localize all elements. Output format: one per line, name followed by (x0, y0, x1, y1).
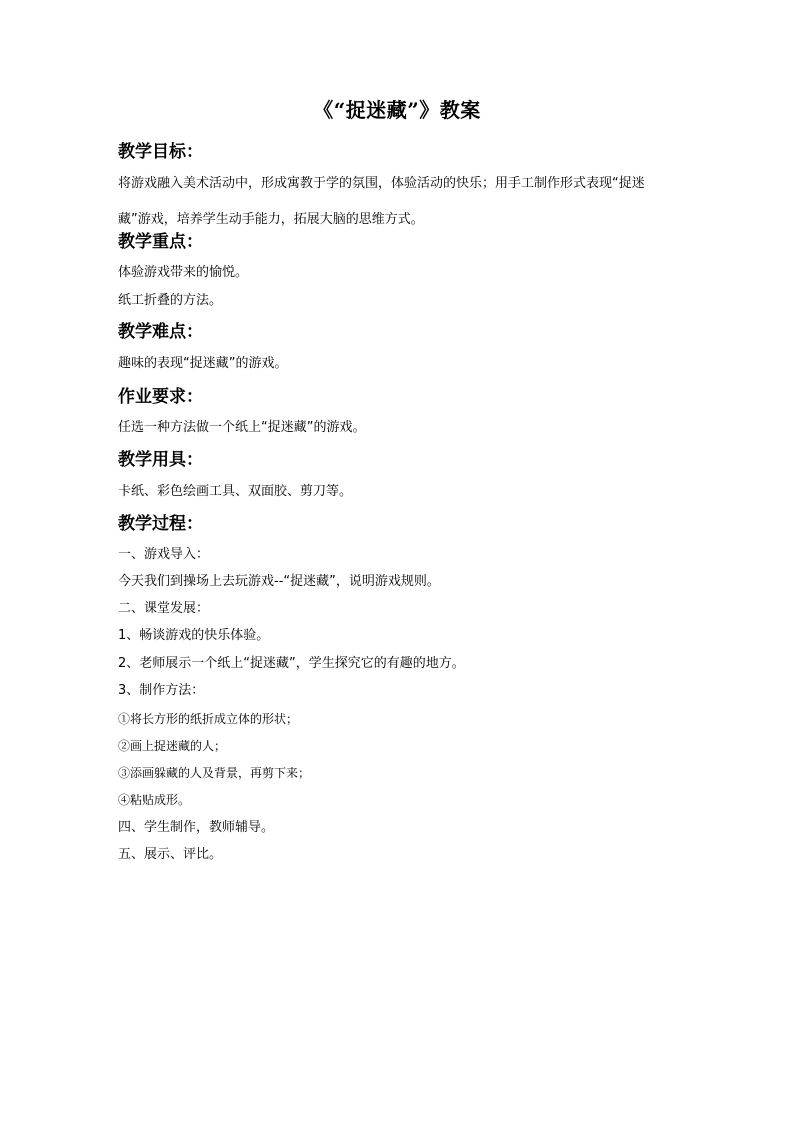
process-step-line: ③添画躲藏的人及背景，再剪下来； (118, 766, 311, 780)
difficulty-line: 趣味的表现“捉迷藏”的游戏。 (118, 356, 288, 371)
difficulties-heading: 教学难点： (118, 322, 203, 342)
process-line: 一、游戏导入： (118, 547, 210, 562)
process-line: 二、课堂发展： (118, 601, 210, 616)
process-line: 2、老师展示一个纸上“捉迷藏”，学生探究它的有趣的地方。 (118, 656, 465, 671)
process-step-line: ②画上捉迷藏的人； (118, 739, 227, 753)
process-line: 今天我们到操场上去玩游戏--“捉迷藏”，说明游戏规则。 (118, 574, 440, 589)
homework-heading: 作业要求： (118, 387, 203, 407)
tools-line: 卡纸、彩色绘画工具、双面胶、剪刀等。 (118, 484, 353, 499)
key-points-heading: 教学重点： (118, 232, 203, 252)
goals-heading: 教学目标： (118, 142, 203, 162)
homework-line: 任选一种方法做一个纸上“捉迷藏”的游戏。 (118, 420, 366, 435)
goals-text: 将游戏融入美术活动中，形成寓教于学的氛围，体验活动的快乐；用手工制作形式表现“捉迷藏”游戏，培养学生动手能力，拓展大脑的思维方式。 (118, 176, 645, 227)
process-line: 五、展示、评比。 (118, 847, 223, 862)
process-step-line: ①将长方形的纸折成立体的形状； (118, 712, 299, 726)
process-heading: 教学过程： (118, 514, 203, 534)
process-line: 3、制作方法： (118, 683, 205, 698)
key-point-line: 纸工折叠的方法。 (118, 293, 223, 308)
document-title: 《“捉迷藏”》教案 (313, 98, 481, 122)
tools-heading: 教学用具： (118, 450, 203, 470)
process-line: 1、畅谈游戏的快乐体验。 (118, 628, 270, 643)
process-line: 四、学生制作，教师辅导。 (118, 820, 275, 835)
process-step-line: ④粘贴成形。 (118, 793, 191, 807)
key-point-line: 体验游戏带来的愉悦。 (118, 265, 249, 280)
